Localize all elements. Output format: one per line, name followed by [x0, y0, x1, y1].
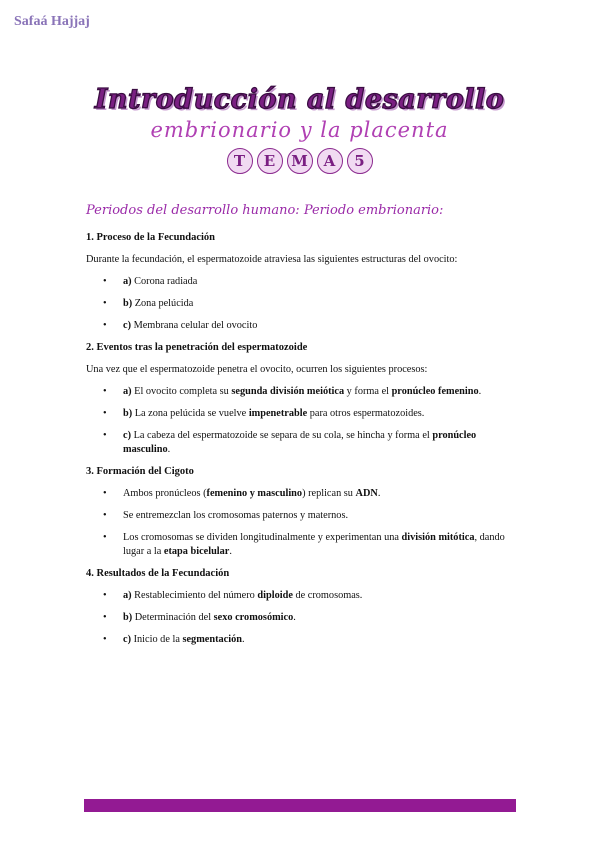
item-text: Ambos pronúcleos (: [123, 488, 207, 499]
item-label: a): [123, 276, 132, 287]
title-line-2: embrionario y la placenta: [150, 118, 449, 142]
list-item: [123, 297, 516, 311]
list-item: [123, 633, 516, 647]
list-item: [123, 407, 516, 421]
footer-accent-bar: [84, 799, 516, 812]
section-3-heading: 3. Formación del Cigoto: [86, 466, 194, 477]
list-item: [123, 275, 516, 289]
item-text: Corona radiada: [134, 276, 198, 287]
item-text: .: [478, 386, 482, 397]
list-item: [123, 509, 516, 523]
item-text: Inicio de la: [133, 634, 183, 645]
document-body: [86, 231, 516, 655]
item-bold: etapa bicelular: [163, 546, 230, 557]
item-text: .: [167, 444, 171, 455]
item-text: de cromosomas.: [292, 590, 363, 601]
item-bold: pronúcleo masculino: [123, 430, 477, 455]
list-item: [123, 319, 516, 333]
item-bold: segmentación: [182, 634, 242, 645]
item-text: , dando lugar a la: [123, 532, 505, 557]
tema-letter-e: E: [257, 148, 283, 174]
item-label: c): [123, 430, 131, 441]
list-item: [123, 487, 516, 501]
section-1-list: [86, 275, 516, 333]
item-text: .: [241, 634, 245, 645]
list-item: [123, 611, 516, 625]
item-label: c): [123, 320, 131, 331]
item-text: .: [377, 488, 381, 499]
section-1-heading: 1. Proceso de la Fecundación: [86, 232, 216, 243]
list-item: [123, 385, 516, 399]
item-label: c): [123, 634, 131, 645]
item-text: Membrana celular del ovocito: [133, 320, 258, 331]
item-bold: femenino y masculino: [206, 488, 303, 499]
item-bold: pronúcleo femenino: [391, 386, 479, 397]
item-text: La zona pelúcida se vuelve: [134, 408, 249, 419]
item-bold: diploide: [257, 590, 293, 601]
item-text: Determinación del: [134, 612, 214, 623]
item-bold: sexo cromosómico: [213, 612, 294, 623]
item-bold: impenetrable: [248, 408, 308, 419]
tema-letter-t: T: [227, 148, 253, 174]
item-text: Se entremezclan los cromosomas paternos y maternos.: [123, 510, 349, 521]
section-4-list: [86, 589, 516, 647]
item-text: La cabeza del espermatozoide se separa de su cola, se hincha y forma el: [133, 430, 433, 441]
title-line-1: Introducción al desarrollo: [94, 84, 505, 115]
section-1-intro: Durante la fecundación, el espermatozoide atraviesa las siguientes estructuras del ovocito:: [86, 254, 458, 265]
list-item: [123, 531, 516, 559]
item-label: b): [123, 408, 133, 419]
section-2-list: [86, 385, 516, 457]
item-bold: ADN: [355, 488, 378, 499]
section-2-heading: 2. Eventos tras la penetración del espermatozoide: [86, 342, 308, 353]
item-text: Los cromosomas se dividen longitudinalmente y experimentan una: [123, 532, 402, 543]
tema-number: 5: [347, 148, 373, 174]
item-label: b): [123, 612, 133, 623]
item-text: .: [229, 546, 232, 557]
section-2-intro: Una vez que el espermatozoide penetra el ovocito, ocurren los siguientes procesos:: [86, 364, 428, 375]
item-label: a): [123, 590, 132, 601]
list-item: [123, 589, 516, 603]
item-text: para otros espermatozoides.: [307, 408, 425, 419]
author-name: Safaá Hajjaj: [14, 14, 90, 29]
section-4-heading: 4. Resultados de la Fecundación: [86, 568, 230, 579]
item-text: Zona pelúcida: [134, 298, 194, 309]
item-text: El ovocito completa su: [134, 386, 232, 397]
item-bold: división mitótica: [401, 532, 475, 543]
tema-letter-a: A: [317, 148, 343, 174]
item-label: b): [123, 298, 133, 309]
list-item: [123, 429, 516, 457]
item-label: a): [123, 386, 132, 397]
item-text: y forma el: [344, 386, 392, 397]
item-text: .: [293, 612, 296, 623]
item-bold: segunda división meiótica: [231, 386, 345, 397]
tema-letter-m: M: [287, 148, 313, 174]
item-text: Restablecimiento del número: [134, 590, 258, 601]
section-3-list: [86, 487, 516, 559]
item-text: ) replican su: [302, 488, 356, 499]
section-subtitle: Periodos del desarrollo humano: Periodo embrionario:: [86, 203, 444, 218]
tema-badges: [0, 148, 599, 174]
